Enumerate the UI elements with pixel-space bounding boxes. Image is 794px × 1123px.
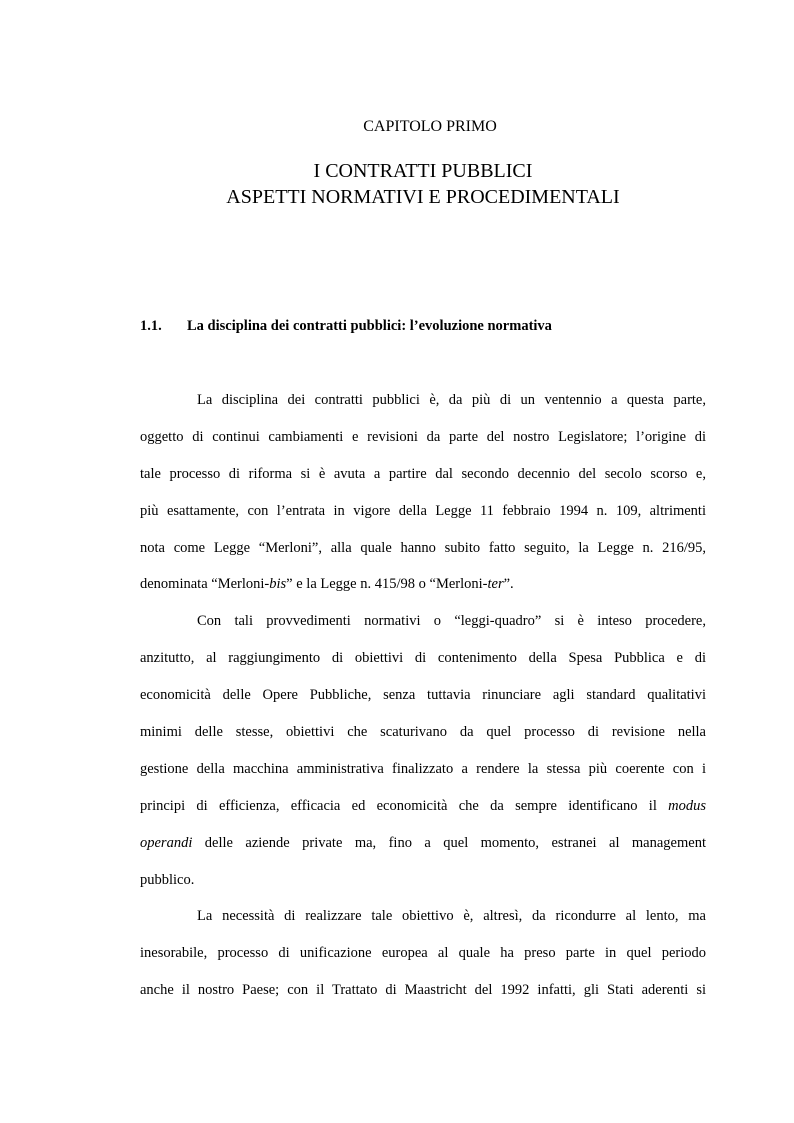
text-run: ” e la Legge n. 415/98 o “Merloni-	[286, 576, 488, 593]
text-run: principi di efficienza, efficacia ed economicità che da sempre identificano il	[140, 797, 657, 814]
text-line: gestione della macchina amministrativa finalizzato a rendere la stessa più coerente con i	[140, 760, 706, 777]
text-line: anzitutto, al raggiungimento di obiettivi di contenimento della Spesa Pubblica e di	[140, 650, 706, 667]
chapter-title-line-1: I CONTRATTI PUBBLICI	[313, 160, 533, 182]
text-line: La necessità di realizzare tale obiettivo è, altresì, da ricondurre al lento, ma	[197, 908, 706, 925]
chapter-title-line-2: ASPETTI NORMATIVI E PROCEDIMENTALI	[226, 186, 620, 208]
text-line: anche il nostro Paese; con il Trattato di Maastricht del 1992 infatti, gli Stati aderenti si	[140, 982, 706, 999]
text-line: La disciplina dei contratti pubblici è, da più di un ventennio a questa parte,	[197, 392, 706, 408]
body-text	[140, 386, 706, 1013]
text-run: delle aziende private ma, fino a quel momento, estranei al management	[204, 834, 706, 851]
section-heading	[140, 316, 552, 336]
text-line: più esattamente, con l’entrata in vigore della Legge 11 febbraio 1994 n. 109, altrimenti	[140, 502, 706, 519]
text-line: Con tali provvedimenti normativi o “leggi-quadro” si è inteso procedere,	[197, 613, 706, 630]
text-line: economicità delle Opere Pubbliche, senza tuttavia rinunciare agli standard qualitativi	[140, 687, 706, 704]
text-line	[140, 792, 706, 829]
text-run: denominata “Merloni-	[140, 576, 270, 593]
text-line: inesorabile, processo di unificazione europea al quale ha preso parte in quel periodo	[140, 945, 706, 962]
text-line	[140, 570, 706, 607]
italic-run: modus	[668, 797, 706, 814]
text-line: minimi delle stesse, obiettivi che scaturivano da quel processo di revisione nella	[140, 724, 706, 741]
chapter-title	[0, 158, 794, 210]
section-number: 1.1.	[140, 318, 162, 334]
chapter-label: CAPITOLO PRIMO	[363, 118, 497, 135]
text-line: tale processo di riforma si è avuta a partire dal secondo decennio del secolo scorso e,	[140, 465, 706, 482]
italic-run: ter	[487, 576, 504, 593]
text-line: nota come Legge “Merloni”, alla quale hanno subito fatto seguito, la Legge n. 216/95,	[140, 539, 706, 556]
italic-run: bis	[269, 576, 287, 593]
section-title: La disciplina dei contratti pubblici: l’evoluzione normativa	[187, 318, 552, 334]
italic-run: operandi	[140, 834, 193, 851]
text-line	[140, 829, 706, 866]
text-line: oggetto di continui cambiamenti e revisioni da parte del nostro Legislatore; l’origine di	[140, 428, 706, 445]
text-run: ”.	[503, 576, 514, 593]
text-line: pubblico.	[140, 871, 195, 888]
